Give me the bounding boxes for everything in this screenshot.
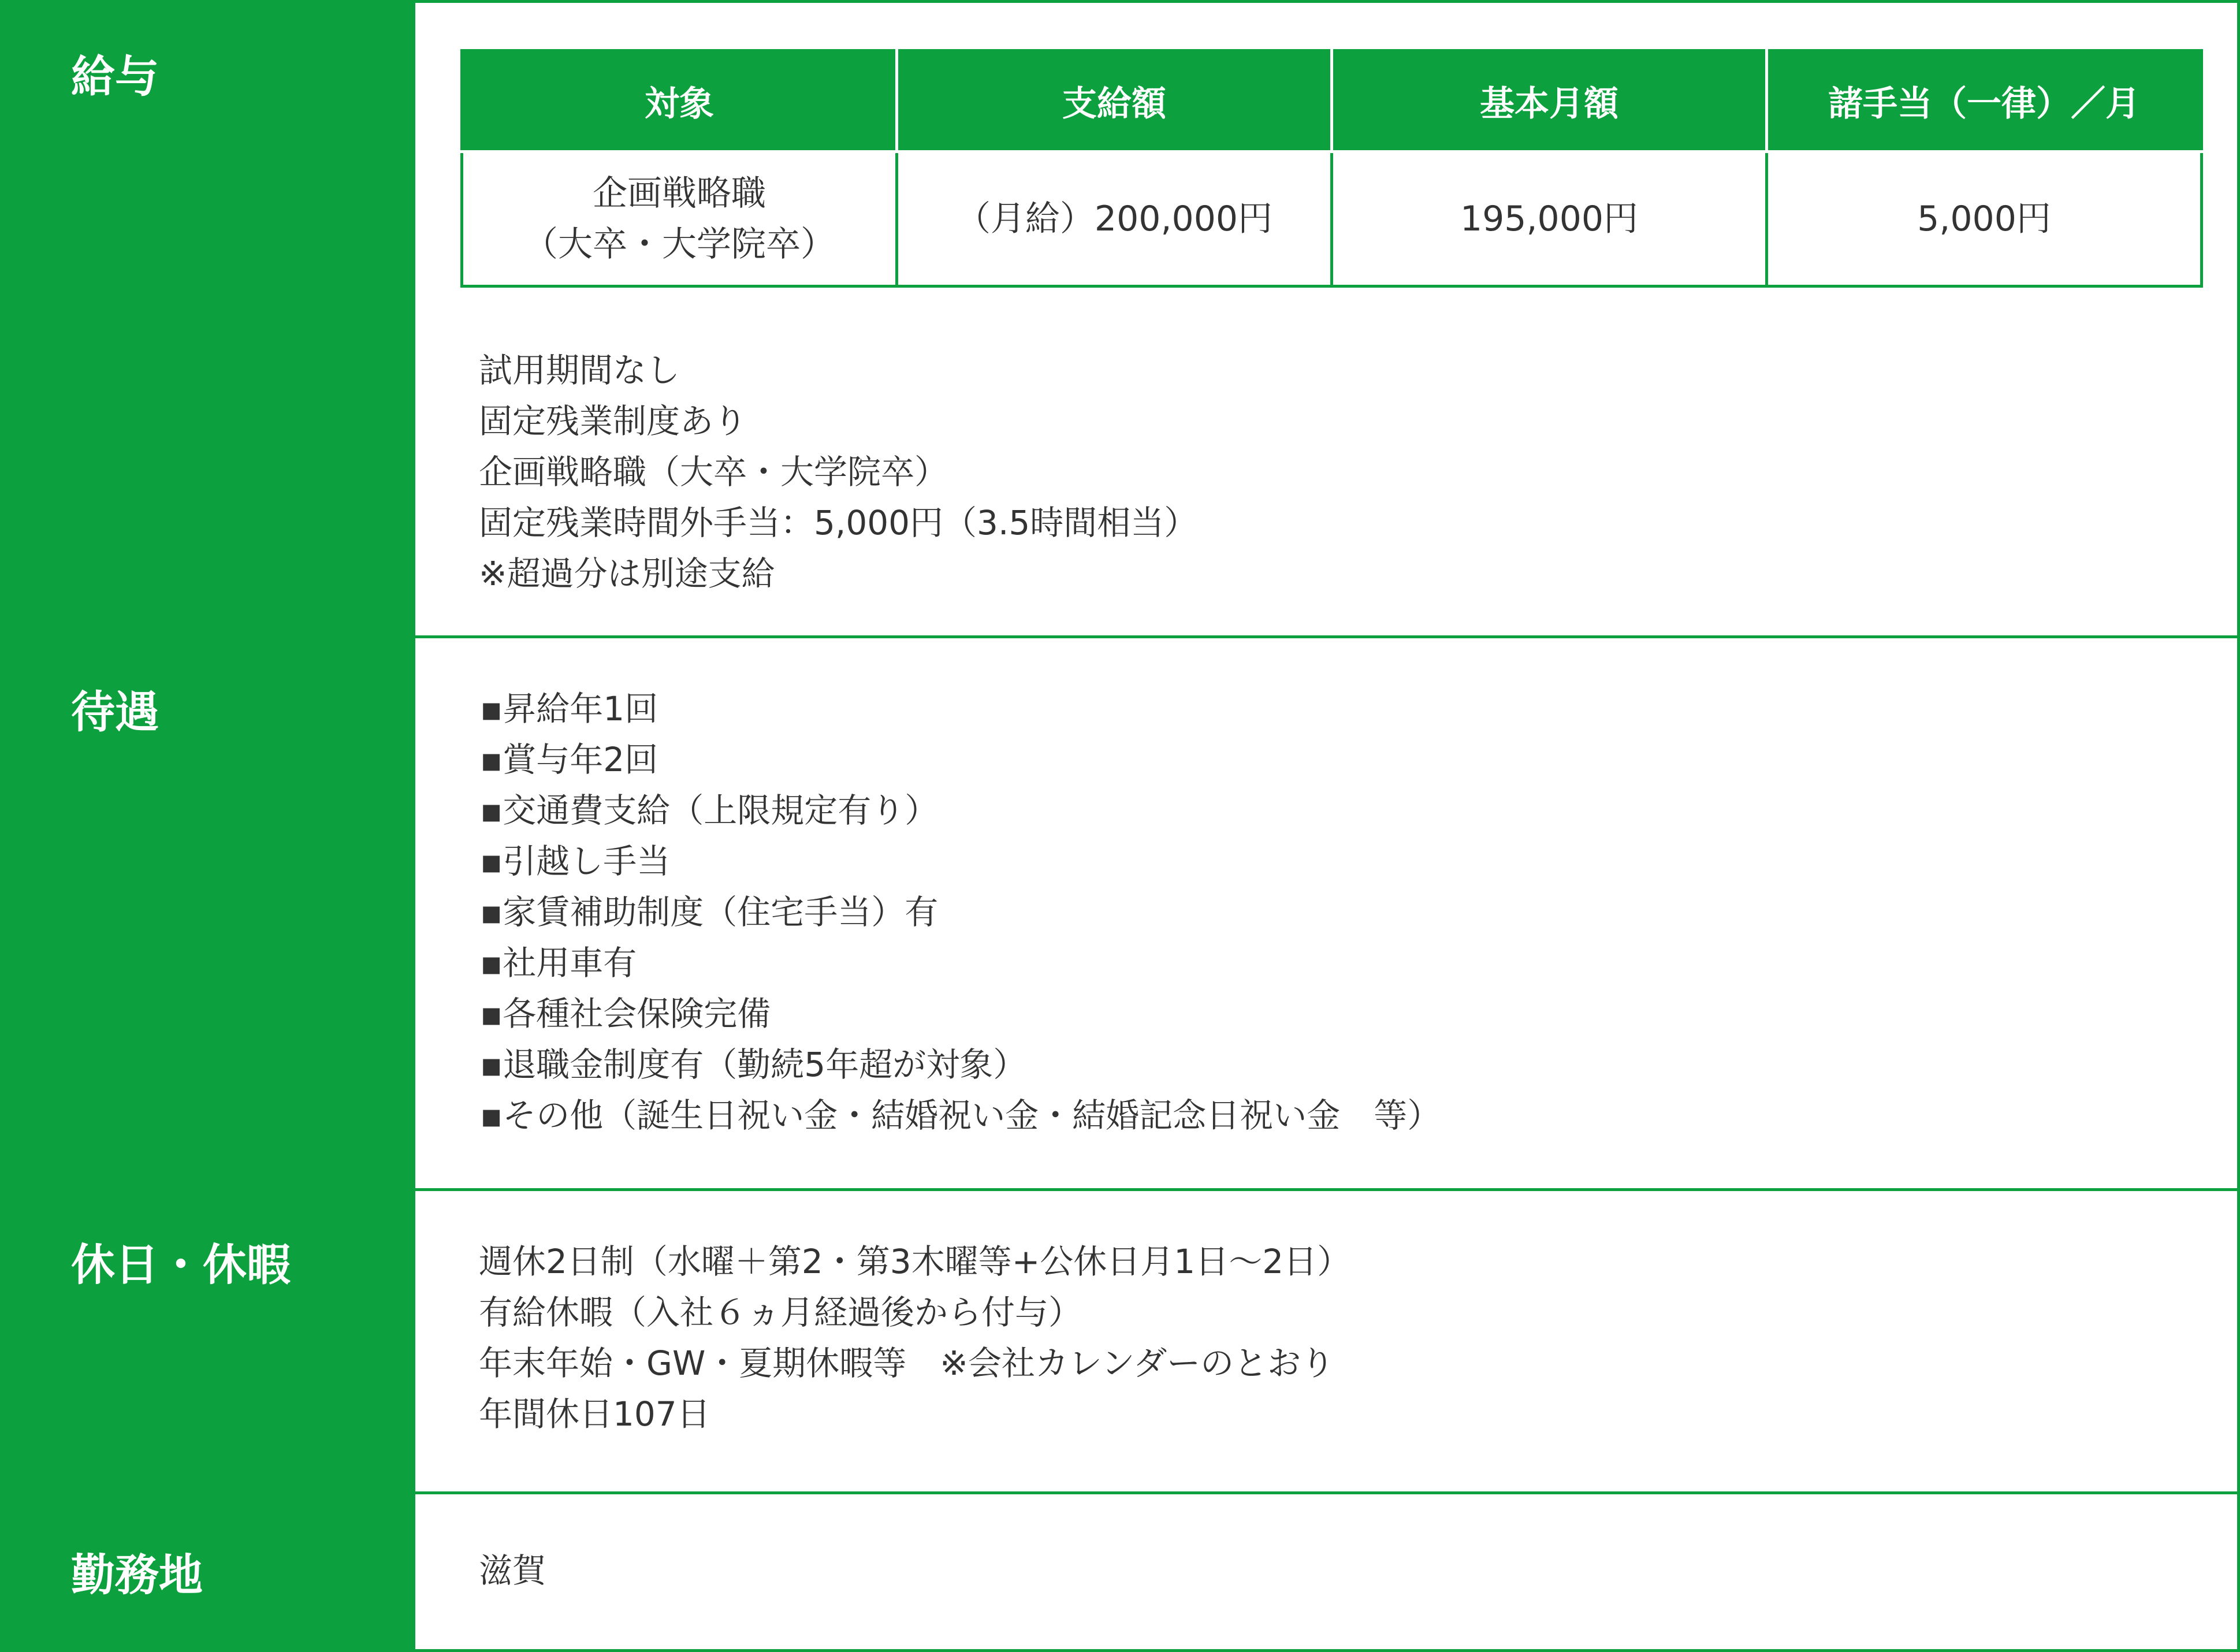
row-location: [3, 1491, 2237, 1652]
row-benefits: [3, 635, 2237, 1188]
list-item: ▪昇給年1回: [480, 689, 658, 728]
list-item: ▪社用車有: [480, 943, 637, 983]
salary-cell-target: [462, 152, 897, 287]
location-value: 滋賀: [479, 1551, 546, 1590]
row-body-holidays: [415, 1191, 2237, 1491]
list-item: ▪引越し手当: [480, 842, 671, 881]
salary-cell-base: 195,000円: [1332, 152, 1767, 287]
salary-notes: [479, 345, 1197, 599]
list-item: ▪交通費支給（上限規定有り）: [480, 791, 939, 830]
location-value-wrap: [479, 1545, 546, 1596]
salary-table: [460, 49, 2203, 288]
salary-table-row: [462, 152, 2202, 287]
row-label-holidays: 休日・休暇: [3, 1191, 415, 1491]
salary-cell-target-line-1: 企画戦略職: [593, 173, 766, 214]
list-item: 年間休日107日: [479, 1394, 710, 1434]
benefits-list: [480, 683, 1441, 1141]
row-body-location: [415, 1494, 2237, 1652]
holidays-list: [479, 1236, 1350, 1439]
list-item: ▪賞与年2回: [480, 740, 658, 779]
row-label-salary: 給与: [3, 3, 415, 635]
salary-cell-pay: （月給）200,000円: [897, 152, 1332, 287]
list-item: ▪その他（誕生日祝い金・結婚祝い金・結婚記念日祝い金 等）: [480, 1096, 1441, 1135]
salary-note: 固定残業制度あり: [479, 401, 747, 441]
row-holidays: [3, 1188, 2237, 1491]
salary-cell-allowance: 5,000円: [1767, 152, 2202, 287]
list-item: 週休2日制（水曜＋第2・第3木曜等+公休日月1日〜2日）: [479, 1242, 1351, 1281]
list-item: 有給休暇（入社６ヵ月経過後から付与）: [479, 1293, 1082, 1332]
list-item: ▪家賃補助制度（住宅手当）有: [480, 892, 939, 932]
list-item: ▪退職金制度有（勤続5年超が対象）: [480, 1045, 1027, 1084]
salary-header-base: 基本月額: [1332, 51, 1767, 152]
list-item: ▪各種社会保険完備: [480, 994, 771, 1033]
salary-header-target: 対象: [462, 51, 897, 152]
row-label-benefits: 待遇: [3, 638, 415, 1188]
row-body-benefits: [415, 638, 2237, 1188]
salary-note: 企画戦略職（大卒・大学院卒）: [479, 452, 948, 492]
list-item: 年末年始・GW・夏期休暇等 ※会社カレンダーのとおり: [479, 1344, 1335, 1383]
salary-note: 固定残業時間外手当：5,000円（3.5時間相当）: [479, 503, 1198, 542]
row-label-location: 勤務地: [3, 1494, 415, 1652]
row-salary: [3, 3, 2237, 635]
salary-cell-target-line-2: （大卒・大学院卒）: [523, 224, 835, 265]
row-body-salary: [415, 3, 2237, 635]
salary-header-allowance: 諸手当（一律）／月: [1767, 51, 2202, 152]
salary-note: ※超過分は別途支給: [479, 554, 775, 593]
salary-header-pay: 支給額: [897, 51, 1332, 152]
salary-table-header-row: [462, 51, 2202, 152]
salary-note: 試用期間なし: [479, 351, 680, 390]
